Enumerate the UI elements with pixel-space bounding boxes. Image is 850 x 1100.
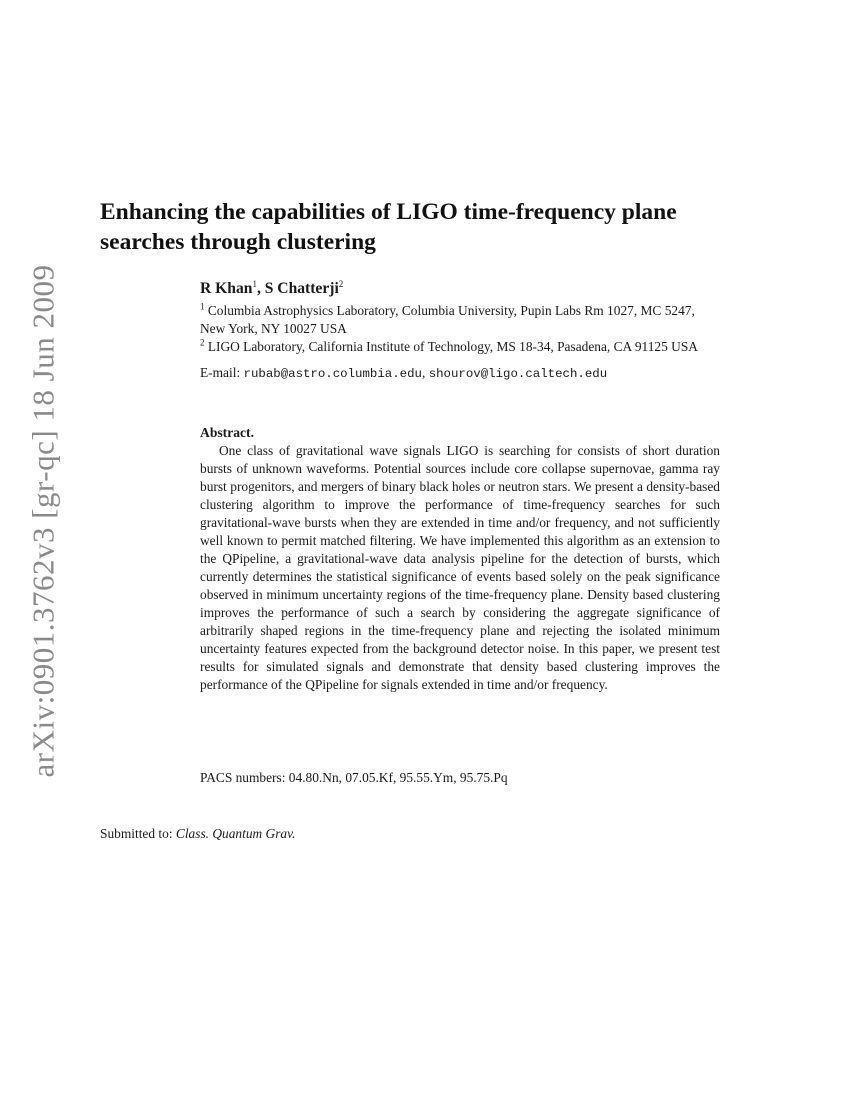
abstract-section xyxy=(200,424,720,694)
pacs-numbers: PACS numbers: 04.80.Nn, 07.05.Kf, 95.55.Ym, 95.75.Pq xyxy=(200,770,508,785)
email-address-link[interactable]: rubab@astro.columbia.edu xyxy=(243,367,422,381)
affiliation-mark: 1 xyxy=(200,301,205,312)
arxiv-identifier-stamp xyxy=(18,264,68,778)
affiliation-mark: 2 xyxy=(338,278,344,289)
submitted-label: Submitted to: xyxy=(100,826,176,841)
email-separator: , xyxy=(421,365,429,380)
email-line xyxy=(200,364,700,383)
email-label: E-mail: xyxy=(200,365,244,380)
affiliation xyxy=(200,302,700,338)
abstract-heading: Abstract. xyxy=(200,425,254,440)
affiliation-text: Columbia Astrophysics Laboratory, Columbia University, Pupin Labs Rm 1027, MC 5247, New York, NY 10027 USA xyxy=(200,303,695,336)
abstract-body: One class of gravitational wave signals LIGO is searching for consists of short duration bursts of unknown waveforms. Potential sources include core collapse supernovae, gamma ray burst progenitors, and mergers of binary black holes or neutron stars. We present a density-based clustering algorithm to improve the performance of time-frequency searches for such gravitational-wave bursts when they are extended in time and/or frequency, and not sufficiently well known to permit matched filtering. We have implemented this algorithm as an extension to the QPipeline, a gravitational-wave data analysis pipeline for the detection of bursts, which currently determines the statistical significance of events based solely on the peak significance observed in minimum uncertainty regions of the time-frequency plane. Density based clustering improves the performance of such a search by considering the aggregate significance of arbitrarily shaped regions in the time-frequency plane and rejecting the isolated minimum uncertainty features expected from the background detector noise. In this paper, we present test results for simulated signals and demonstrate that density based clustering improves the performance of the QPipeline for signals extended in time and/or frequency. xyxy=(200,443,720,692)
author-separator: , xyxy=(256,280,265,297)
journal-name: Class. Quantum Grav. xyxy=(175,826,296,841)
author-name: R Khan xyxy=(200,280,253,297)
affiliation-text: LIGO Laboratory, California Institute of Technology, MS 18-34, Pasadena, CA 91125 USA xyxy=(204,339,698,354)
author-block xyxy=(200,279,700,383)
email-address-link[interactable]: shourov@ligo.caltech.edu xyxy=(428,367,608,381)
affiliation-mark: 2 xyxy=(200,337,205,348)
affiliation-mark: 1 xyxy=(252,278,257,289)
paper-title: Enhancing the capabilities of LIGO time-frequency plane searches through clustering xyxy=(100,199,677,255)
submission-note xyxy=(100,826,295,842)
affiliation xyxy=(200,338,700,356)
author-name: S Chatterji xyxy=(264,280,339,297)
author-list xyxy=(200,279,700,299)
arxiv-identifier-text: arXiv:0901.3762v3 [gr-qc] 18 Jun 2009 xyxy=(25,264,61,778)
